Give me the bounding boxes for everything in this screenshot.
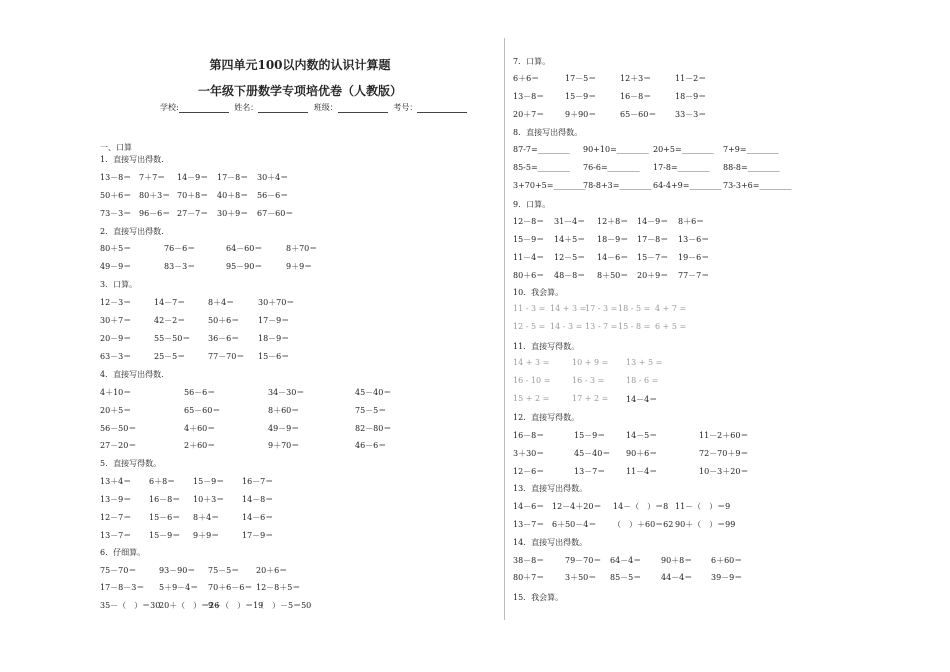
problem-s12-r2-c2: 11－4＝ xyxy=(626,467,658,476)
problem-s13-r0-c2: 14－（ ）＝8 xyxy=(613,502,669,511)
problem-s9-r2-c2: 14－6＝ xyxy=(597,253,629,262)
problem-s3-r2-c2: 36－6＝ xyxy=(208,334,240,343)
problem-s6-r1-c0: 17－8－3＝ xyxy=(100,583,145,592)
problem-s9-r1-c0: 15－9＝ xyxy=(513,235,545,244)
problem-s4-r2-c0: 56－50＝ xyxy=(100,424,137,433)
problem-s7-r2-c2: 65－60＝ xyxy=(620,110,657,119)
class-label: 班级： xyxy=(313,103,338,112)
problem-s10-r1-c3: 15 - 8 = xyxy=(618,322,651,331)
problem-s4-r1-c3: 75－5＝ xyxy=(355,406,387,415)
problem-s12-r0-c2: 14－5＝ xyxy=(626,431,658,440)
problem-s12-r2-c0: 12－6＝ xyxy=(513,467,545,476)
problem-s7-r2-c1: 9＋90＝ xyxy=(565,110,597,119)
problem-s5-r2-c3: 14－6＝ xyxy=(242,513,274,522)
problem-s10-r0-c1: 14 + 3 = xyxy=(550,304,587,313)
page-subtitle: 一年级下册数学专项培优卷（人教版） xyxy=(197,84,402,98)
problem-s11-r2-c1: 17 + 2 = xyxy=(572,394,609,403)
problem-s14-r0-c3: 90＋8＝ xyxy=(661,556,693,565)
question-s10-label: 10．我会算。 xyxy=(513,288,564,297)
problem-s3-r1-c1: 42－2＝ xyxy=(154,316,186,325)
problem-s9-r3-c1: 48－8＝ xyxy=(554,271,586,280)
question-s15-label: 15．我会算。 xyxy=(513,593,564,602)
problem-s11-r1-c1: 16 - 3 = xyxy=(572,376,605,385)
problem-s9-r0-c2: 12＋8＝ xyxy=(597,217,629,226)
problem-s2-r0-c1: 76－6＝ xyxy=(164,244,196,253)
problem-s6-r0-c3: 20＋6＝ xyxy=(256,566,288,575)
problem-s9-r2-c1: 12－5＝ xyxy=(554,253,586,262)
problem-s6-r2-c2: 9＋（ ）＝19 xyxy=(208,601,264,610)
problem-s9-r2-c0: 11－4＝ xyxy=(513,253,545,262)
problem-s12-r0-c1: 15－9＝ xyxy=(574,431,606,440)
problem-s9-r2-c4: 19－6＝ xyxy=(678,253,710,262)
problem-s7-r1-c2: 16－8＝ xyxy=(620,92,652,101)
problem-s4-r1-c0: 20＋5＝ xyxy=(100,406,132,415)
problem-s2-r0-c3: 8＋70＝ xyxy=(286,244,318,253)
problem-s6-r2-c0: 35－（ ）＝30 xyxy=(100,601,161,610)
question-s9-label: 9．口算。 xyxy=(513,200,551,209)
problem-s2-r1-c1: 83－3＝ xyxy=(164,262,196,271)
problem-s14-r0-c2: 64－4＝ xyxy=(610,556,642,565)
problem-s10-r0-c3: 18 - 5 = xyxy=(618,304,651,313)
problem-s3-r2-c3: 18－9＝ xyxy=(258,334,290,343)
part-heading-oral-calc: 一、口算 xyxy=(100,143,132,152)
problem-s1-r1-c3: 40＋8＝ xyxy=(217,191,249,200)
problem-s13-r0-c3: 11－（ ）＝9 xyxy=(675,502,731,511)
question-s2-label: 2．直接写出得数． xyxy=(100,227,170,236)
problem-s4-r2-c2: 49－9＝ xyxy=(268,424,300,433)
problem-s1-r2-c4: 67－60＝ xyxy=(257,209,294,218)
question-s1-label: 1．直接写出得数． xyxy=(100,155,170,164)
problem-s4-r2-c3: 82－80＝ xyxy=(355,424,392,433)
problem-s12-r1-c3: 72－70＋9＝ xyxy=(699,449,749,458)
question-s8-label: 8．直接写出得数。 xyxy=(513,128,583,137)
problem-s5-r0-c3: 16－7＝ xyxy=(242,477,274,486)
problem-s14-r1-c4: 39－9＝ xyxy=(711,573,743,582)
problem-s12-r0-c0: 16－8＝ xyxy=(513,431,545,440)
problem-s13-r1-c2: （ ）＋60＝62 xyxy=(613,520,674,529)
problem-s4-r1-c1: 65－60＝ xyxy=(184,406,221,415)
problem-s5-r2-c1: 15－6＝ xyxy=(149,513,181,522)
problem-s13-r1-c1: 6＋50－4＝ xyxy=(552,520,597,529)
problem-s5-r0-c0: 13＋4＝ xyxy=(100,477,132,486)
problem-s13-r1-c3: 90＋（ ）＝99 xyxy=(675,520,736,529)
problem-s4-r0-c0: 4＋10＝ xyxy=(100,388,132,397)
problem-s7-r1-c3: 18－9＝ xyxy=(675,92,707,101)
problem-s7-r1-c0: 13－8＝ xyxy=(513,92,545,101)
name-label: 姓名： xyxy=(234,103,259,112)
problem-s1-r2-c2: 27－7＝ xyxy=(177,209,209,218)
problem-s5-r3-c0: 13－7＝ xyxy=(100,531,132,540)
problem-s6-r2-c3: （ ）－5＝50 xyxy=(256,601,312,610)
problem-s1-r0-c0: 13－8＝ xyxy=(100,173,132,182)
exam-number-label: 考号： xyxy=(393,103,418,112)
question-s13-label: 13．直接写出得数。 xyxy=(513,484,588,493)
problem-s7-r0-c1: 17－5＝ xyxy=(565,74,597,83)
problem-s8-r1-c2: 17-8=________ xyxy=(653,163,710,172)
question-s5-label: 5．直接写得数。 xyxy=(100,459,162,468)
problem-s14-r0-c4: 6＋60＝ xyxy=(711,556,743,565)
problem-s4-r0-c2: 34－30＝ xyxy=(268,388,305,397)
column-divider xyxy=(504,38,505,620)
question-s7-label: 7．口算。 xyxy=(513,57,551,66)
problem-s1-r0-c2: 14－9＝ xyxy=(177,173,209,182)
problem-s1-r2-c3: 30＋9＝ xyxy=(217,209,249,218)
question-s14-label: 14．直接写出得数。 xyxy=(513,538,588,547)
problem-s14-r0-c0: 38－8＝ xyxy=(513,556,545,565)
problem-s5-r3-c2: 9＋9＝ xyxy=(193,531,220,540)
problem-s10-r0-c0: 11 - 3 = xyxy=(513,304,546,313)
problem-s1-r2-c1: 96－6＝ xyxy=(139,209,171,218)
problem-s1-r1-c0: 50＋6＝ xyxy=(100,191,132,200)
problem-s3-r2-c1: 55－50＝ xyxy=(154,334,191,343)
problem-s6-r1-c1: 5＋9－4＝ xyxy=(159,583,199,592)
problem-s4-r0-c3: 45－40＝ xyxy=(355,388,392,397)
problem-s8-r1-c1: 76-6=________ xyxy=(583,163,640,172)
problem-s10-r1-c2: 13 - 7 = xyxy=(585,322,618,331)
question-s3-label: 3．口算。 xyxy=(100,280,138,289)
problem-s5-r2-c0: 12－7＝ xyxy=(100,513,132,522)
problem-s11-r2-c2: 14－4＝ xyxy=(626,395,658,404)
problem-s14-r0-c1: 79－70＝ xyxy=(565,556,602,565)
problem-s7-r1-c1: 15－9＝ xyxy=(565,92,597,101)
problem-s11-r2-c0: 15 + 2 = xyxy=(513,394,550,403)
problem-s8-r0-c0: 87-7=________ xyxy=(513,145,570,154)
problem-s12-r1-c0: 3＋30＝ xyxy=(513,449,545,458)
problem-s11-r0-c0: 14 + 3 = xyxy=(513,358,550,367)
problem-s8-r0-c3: 7+9=________ xyxy=(723,145,779,154)
problem-s11-r0-c1: 10 + 9 = xyxy=(572,358,609,367)
page-title: 第四单元100以内数的认识计算题 xyxy=(209,58,391,72)
problem-s3-r2-c0: 20－9＝ xyxy=(100,334,132,343)
problem-s5-r1-c1: 16－8＝ xyxy=(149,495,181,504)
problem-s6-r0-c1: 93－90＝ xyxy=(159,566,196,575)
problem-s9-r1-c1: 14＋5＝ xyxy=(554,235,586,244)
problem-s9-r1-c3: 17－8＝ xyxy=(637,235,669,244)
problem-s2-r1-c2: 95－90＝ xyxy=(226,262,263,271)
problem-s9-r3-c2: 8＋50＝ xyxy=(597,271,629,280)
problem-s9-r3-c3: 20＋9＝ xyxy=(637,271,669,280)
problem-s3-r0-c3: 30＋70＝ xyxy=(258,298,295,307)
problem-s1-r0-c1: 7＋7＝ xyxy=(139,173,166,182)
problem-s8-r2-c1: 78-8+3=________ xyxy=(583,181,652,190)
problem-s9-r0-c4: 8＋6＝ xyxy=(678,217,705,226)
problem-s13-r1-c0: 13－7＝ xyxy=(513,520,545,529)
problem-s4-r3-c2: 9＋70＝ xyxy=(268,441,300,450)
problem-s10-r0-c2: 17 - 3 = xyxy=(585,304,618,313)
problem-s9-r2-c3: 15－7＝ xyxy=(637,253,669,262)
problem-s7-r2-c0: 20＋7＝ xyxy=(513,110,545,119)
problem-s3-r0-c1: 14－7＝ xyxy=(154,298,186,307)
problem-s8-r1-c0: 85-5=________ xyxy=(513,163,570,172)
problem-s9-r3-c0: 80＋6＝ xyxy=(513,271,545,280)
problem-s1-r1-c4: 56－6＝ xyxy=(257,191,289,200)
problem-s7-r0-c0: 6＋6＝ xyxy=(513,74,540,83)
problem-s1-r0-c3: 17－8＝ xyxy=(217,173,249,182)
problem-s7-r0-c3: 11－2＝ xyxy=(675,74,707,83)
problem-s5-r1-c2: 10＋3＝ xyxy=(193,495,225,504)
question-s12-label: 12．直接写得数。 xyxy=(513,413,580,422)
problem-s11-r1-c2: 18 - 6 = xyxy=(626,376,659,385)
problem-s5-r0-c1: 6＋8＝ xyxy=(149,477,176,486)
problem-s4-r2-c1: 4＋60＝ xyxy=(184,424,216,433)
problem-s13-r0-c1: 12－4＋20＝ xyxy=(552,502,602,511)
problem-s3-r1-c3: 17－9＝ xyxy=(258,316,290,325)
problem-s1-r1-c1: 80＋3＝ xyxy=(139,191,171,200)
problem-s9-r1-c4: 13－6＝ xyxy=(678,235,710,244)
problem-s5-r2-c2: 8＋4＝ xyxy=(193,513,220,522)
problem-s6-r2-c1: 20＋（ ）＝26 xyxy=(159,601,220,610)
problem-s10-r1-c1: 14 - 3 = xyxy=(550,322,583,331)
problem-s3-r1-c2: 50＋6＝ xyxy=(208,316,240,325)
problem-s8-r2-c0: 3+70+5=________ xyxy=(513,181,586,190)
problem-s6-r1-c2: 70＋6－6＝ xyxy=(208,583,253,592)
problem-s3-r1-c0: 30＋7＝ xyxy=(100,316,132,325)
problem-s4-r3-c1: 2＋60＝ xyxy=(184,441,216,450)
problem-s5-r3-c1: 15－9＝ xyxy=(149,531,181,540)
problem-s4-r3-c0: 27－20＝ xyxy=(100,441,137,450)
problem-s6-r1-c3: 12－8＋5＝ xyxy=(256,583,301,592)
problem-s12-r1-c1: 45－40＝ xyxy=(574,449,611,458)
problem-s1-r2-c0: 73－3＝ xyxy=(100,209,132,218)
problem-s6-r0-c2: 75－5＝ xyxy=(208,566,240,575)
problem-s3-r3-c0: 63－3＝ xyxy=(100,352,132,361)
problem-s2-r0-c0: 80＋5＝ xyxy=(100,244,132,253)
problem-s12-r1-c2: 90＋6＝ xyxy=(626,449,658,458)
problem-s3-r0-c0: 12－3＝ xyxy=(100,298,132,307)
problem-s8-r0-c1: 90+10=________ xyxy=(583,145,649,154)
problem-s8-r0-c2: 20+5=________ xyxy=(653,145,714,154)
problem-s10-r1-c4: 6 + 5 = xyxy=(655,322,687,331)
problem-s3-r3-c1: 25－5＝ xyxy=(154,352,186,361)
problem-s4-r0-c1: 56－6＝ xyxy=(184,388,216,397)
problem-s12-r2-c1: 13－7＝ xyxy=(574,467,606,476)
problem-s12-r2-c3: 10－3＋20＝ xyxy=(699,467,749,476)
problem-s4-r3-c3: 46－6＝ xyxy=(355,441,387,450)
problem-s7-r2-c3: 33－3＝ xyxy=(675,110,707,119)
problem-s13-r0-c0: 14－6＝ xyxy=(513,502,545,511)
question-s6-label: 6．仔细算。 xyxy=(100,548,146,557)
problem-s1-r0-c4: 30＋4＝ xyxy=(257,173,289,182)
question-s11-label: 11．直接写得数。 xyxy=(513,342,580,351)
problem-s7-r0-c2: 12＋3＝ xyxy=(620,74,652,83)
problem-s9-r0-c1: 31－4＝ xyxy=(554,217,586,226)
problem-s14-r1-c0: 80＋7＝ xyxy=(513,573,545,582)
problem-s14-r1-c1: 3＋50＝ xyxy=(565,573,597,582)
problem-s14-r1-c2: 85－5＝ xyxy=(610,573,642,582)
name-blank[interactable] xyxy=(258,104,308,113)
school-label: 学校: xyxy=(160,103,179,112)
problem-s9-r0-c3: 14－9＝ xyxy=(637,217,669,226)
problem-s3-r3-c2: 77－70＝ xyxy=(208,352,245,361)
problem-s9-r3-c4: 77－7＝ xyxy=(678,271,710,280)
problem-s3-r3-c3: 15－6＝ xyxy=(258,352,290,361)
problem-s5-r3-c3: 17－9＝ xyxy=(242,531,274,540)
school-blank[interactable] xyxy=(179,104,229,113)
problem-s8-r1-c3: 88-8=________ xyxy=(723,163,780,172)
problem-s1-r1-c2: 70＋8＝ xyxy=(177,191,209,200)
problem-s2-r1-c3: 9＋9＝ xyxy=(286,262,313,271)
problem-s8-r2-c3: 73-3+6=________ xyxy=(723,181,792,190)
problem-s8-r2-c2: 64-4+9=________ xyxy=(653,181,722,190)
problem-s14-r1-c3: 44－4＝ xyxy=(661,573,693,582)
problem-s2-r1-c0: 49－9＝ xyxy=(100,262,132,271)
class-blank[interactable] xyxy=(338,104,388,113)
problem-s10-r1-c0: 12 - 5 = xyxy=(513,322,546,331)
problem-s6-r0-c0: 75－70＝ xyxy=(100,566,137,575)
problem-s2-r0-c2: 64－60＝ xyxy=(226,244,263,253)
problem-s11-r1-c0: 16 - 10 = xyxy=(513,376,551,385)
problem-s11-r0-c2: 13 + 5 = xyxy=(626,358,663,367)
problem-s4-r1-c2: 8＋60＝ xyxy=(268,406,300,415)
problem-s9-r1-c2: 18－9＝ xyxy=(597,235,629,244)
question-s4-label: 4．直接写出得数． xyxy=(100,370,170,379)
problem-s10-r0-c4: 4 + 7 = xyxy=(655,304,687,313)
problem-s5-r1-c3: 14－8＝ xyxy=(242,495,274,504)
student-info-line xyxy=(160,102,470,113)
problem-s3-r0-c2: 8＋4＝ xyxy=(208,298,235,307)
exam-number-blank[interactable] xyxy=(417,104,467,113)
problem-s5-r1-c0: 13－9＝ xyxy=(100,495,132,504)
problem-s12-r0-c3: 11－2＋60＝ xyxy=(699,431,749,440)
problem-s5-r0-c2: 15－9＝ xyxy=(193,477,225,486)
problem-s9-r0-c0: 12－8＝ xyxy=(513,217,545,226)
